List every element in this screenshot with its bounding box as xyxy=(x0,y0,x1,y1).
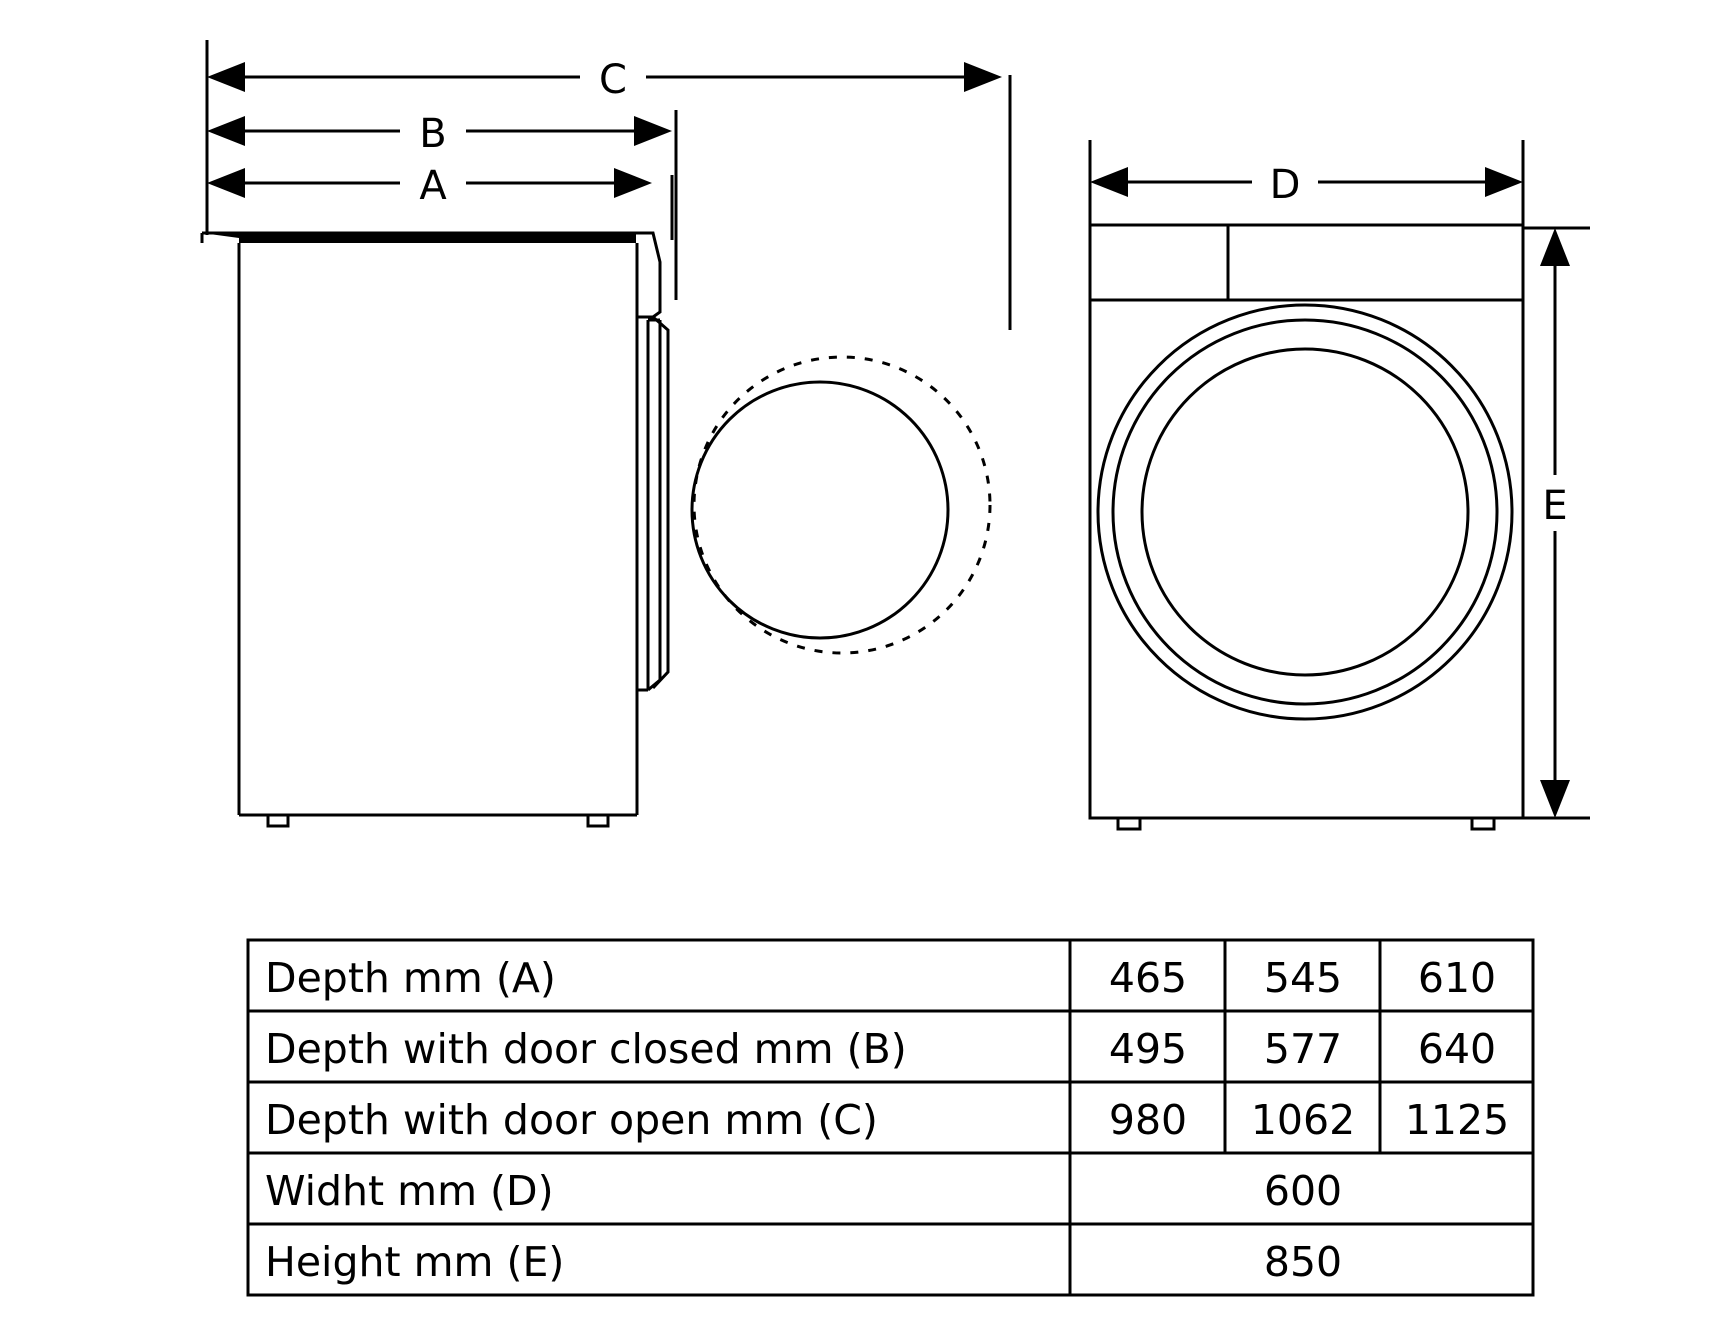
arrow-left-d xyxy=(1090,167,1128,197)
arrow-right-d xyxy=(1485,167,1523,197)
arrow-right-b xyxy=(634,116,672,146)
side-view xyxy=(202,40,1010,826)
arrow-right-a xyxy=(614,168,652,198)
appliance-front-body xyxy=(1090,225,1523,829)
table-cell-value: 465 xyxy=(1108,954,1188,1002)
arrow-left-c xyxy=(207,62,245,92)
arrow-right-c xyxy=(964,62,1002,92)
arrow-left-b xyxy=(207,116,245,146)
table-row-label: Height mm (E) xyxy=(265,1238,565,1286)
arrow-up-e xyxy=(1540,228,1570,266)
table-cell-value: 545 xyxy=(1263,954,1343,1002)
front-view xyxy=(1090,140,1590,829)
door-open-swing xyxy=(692,357,990,653)
dimension-a xyxy=(207,158,652,209)
table-row xyxy=(265,954,1496,1002)
dimension-label-b: B xyxy=(419,111,447,157)
appliance-side-body xyxy=(202,233,668,826)
foot-right xyxy=(1472,818,1494,829)
dimension-e xyxy=(1522,228,1588,818)
table-row-label: Depth with door closed mm (B) xyxy=(265,1025,907,1073)
door-circle xyxy=(692,382,948,638)
table-cell-value: 1062 xyxy=(1250,1096,1356,1144)
table-row xyxy=(265,1167,1342,1215)
table-row xyxy=(265,1025,1496,1073)
table-row-label: Depth mm (A) xyxy=(265,954,556,1002)
door-inner-ring xyxy=(1113,320,1497,704)
dimension-label-a: A xyxy=(419,163,447,209)
dimension-label-e: E xyxy=(1542,483,1568,529)
table-cell-value: 1125 xyxy=(1404,1096,1510,1144)
dimension-label-d: D xyxy=(1269,162,1301,208)
dimension-b xyxy=(207,106,672,157)
table-cell-value: 577 xyxy=(1263,1025,1343,1073)
dimension-d xyxy=(1090,157,1523,208)
table-cell-value: 640 xyxy=(1417,1025,1497,1073)
arrow-left-a xyxy=(207,168,245,198)
door-outer-ring xyxy=(1098,305,1512,719)
dimension-label-c: C xyxy=(599,57,627,103)
table-cell-value: 980 xyxy=(1108,1096,1188,1144)
table-cell-value: 610 xyxy=(1417,954,1497,1002)
table-cell-value: 600 xyxy=(1263,1167,1343,1215)
table-cell-value: 850 xyxy=(1263,1238,1343,1286)
dimension-c xyxy=(207,52,1002,103)
table-row xyxy=(265,1096,1509,1144)
door-glass xyxy=(1142,349,1468,675)
table-row-label: Widht mm (D) xyxy=(265,1167,554,1215)
dimension-table xyxy=(248,940,1533,1295)
table-row-label: Depth with door open mm (C) xyxy=(265,1096,878,1144)
table-row xyxy=(265,1238,1342,1286)
foot-left xyxy=(1118,818,1140,829)
table-cell-value: 495 xyxy=(1108,1025,1188,1073)
arrow-down-e xyxy=(1540,780,1570,818)
